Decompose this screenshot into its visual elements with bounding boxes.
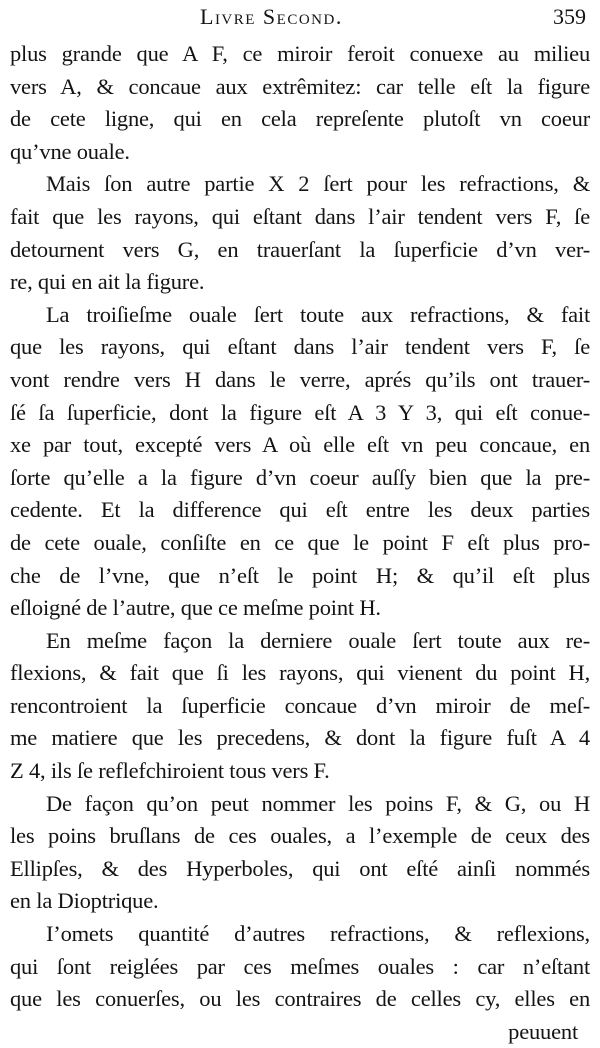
text-line: flexions, & fait que ſi les rayons, qui vienent du point H, [10, 660, 590, 686]
text-line: plus grande que A F, ce miroir feroit conuexe au milieu [10, 41, 590, 66]
text-line: que les rayons, qui eſtant dans l’air tendent vers F, ſe [10, 334, 590, 360]
text-line: en la Dioptrique. [10, 888, 159, 914]
text-line: xe par tout, excepté vers A où elle eſt vn peu concaue, en [10, 432, 590, 458]
text-line: re, qui en ait la figure. [10, 269, 205, 295]
text-line: ſorte qu’elle a la figure d’vn coeur auſſy bien que la pre- [10, 464, 590, 490]
text-line: De façon qu’on peut nommer les poins F, & G, ou H [46, 790, 590, 816]
text-line: les poins bruſlans de ces ouales, a l’exemple de ceux des [10, 823, 590, 849]
text-line: vers A, & concaue aux extrêmitez: car telle eſt la figure [10, 73, 590, 99]
text-line: Mais ſon autre partie X 2 ſert pour les refractions, & [46, 171, 590, 197]
text-line: ſé ſa ſuperficie, dont la figure eſt A 3 Y 3, qui eſt conue- [10, 399, 590, 425]
text-line: me matiere que les precedens, & dont la figure fuſt A 4 [10, 725, 590, 751]
running-head [0, 2, 600, 32]
text-line: detournent vers G, en trauerſant la ſuperficie d’vn ver- [10, 236, 590, 262]
body-text [10, 38, 590, 1048]
text-line: eſloigné de l’autre, que ce meſme point H. [10, 595, 381, 621]
page-number: 359 [553, 4, 586, 29]
text-line: I’omets quantité d’autres refractions, & reflexions, [46, 921, 590, 947]
text-line: Ellipſes, & des Hyperboles, qui ont eſté ainſi nommés [10, 855, 590, 881]
text-line: qui ſont reiglées par ces meſmes ouales : car n’eſtant [10, 953, 590, 979]
text-line: que les conuerſes, ou les contraires de celles cy, elles en [10, 986, 590, 1012]
text-line: de cete ouale, conſiſte en ce que le point F eſt plus pro- [10, 529, 590, 555]
text-line: Z 4, ils ſe reflefchiroient tous vers F. [10, 758, 330, 784]
text-line: cedente. Et la difference qui eſt entre les deux parties [10, 497, 590, 523]
text-line: qu’vne ouale. [10, 138, 130, 164]
text-line: de cete ligne, qui en cela repreſente plutoſt vn coeur [10, 106, 590, 132]
text-line: fait que les rayons, qui eſtant dans l’air tendent vers F, ſe [10, 203, 590, 229]
running-title: Livre Second. [200, 4, 343, 29]
text-line: vont rendre vers H dans le verre, aprés qu’ils ont trauer- [10, 366, 590, 392]
text-line: La troiſieſme ouale ſert toute aux refractions, & fait [46, 301, 590, 327]
catchword: peuuent [508, 1018, 578, 1044]
text-line: che de l’vne, que n’eſt le point H; & qu’il eſt plus [10, 562, 590, 588]
text-line: En meſme façon la derniere ouale ſert toute aux re- [46, 627, 590, 653]
text-line: rencontroient la ſuperficie concaue d’vn miroir de meſ- [10, 692, 590, 718]
